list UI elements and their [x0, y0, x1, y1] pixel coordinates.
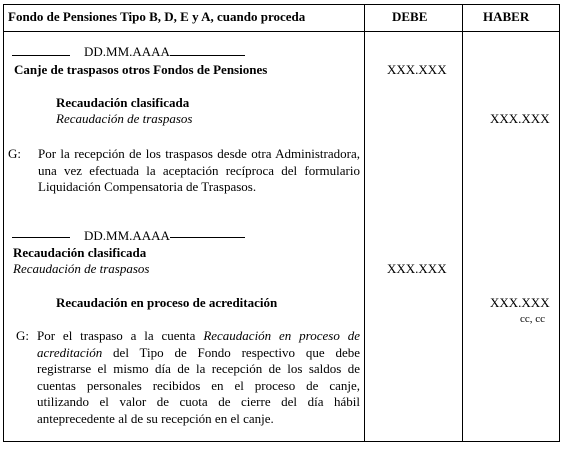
entry1-debit-account: Canje de traspasos otros Fondos de Pensiones — [14, 62, 268, 77]
header-debe: DEBE — [392, 9, 428, 24]
entry1-gloss: Por la recepción de los traspasos desde otra Administradora, una vez efectuada la aceptación recíproca del formulario Liquidación Compensatoria de Traspasos. — [38, 146, 360, 194]
header-divider — [3, 31, 560, 32]
entry1-gloss-label: G: — [8, 146, 21, 161]
date-rule-right — [170, 55, 245, 56]
entry2-debit-amount: XXX.XXX — [387, 261, 447, 276]
column-divider-debe — [364, 4, 365, 442]
entry2-credit-note: cc, cc — [520, 313, 546, 325]
column-divider-haber — [462, 4, 463, 442]
entry2-gloss — [37, 328, 360, 427]
entry2-gloss-text: Por el traspaso a la cuenta — [37, 328, 204, 343]
entry1-credit-amount: XXX.XXX — [490, 111, 550, 126]
entry1-credit-account: Recaudación clasificada — [56, 95, 190, 110]
entry2-gloss-account: Recaudación en proceso de acreditación — [37, 328, 360, 360]
header-haber: HABER — [483, 9, 530, 24]
entry2-date: DD.MM.AAAA — [84, 228, 170, 243]
entry2-credit-amount: XXX.XXX — [490, 295, 550, 310]
entry1-credit-subaccount: Recaudación de traspasos — [56, 111, 193, 126]
entry1-debit-amount: XXX.XXX — [387, 62, 447, 77]
entry2-gloss-text-cont: del Tipo de Fondo respectivo que debe registrarse el mismo día de la recepción de los saldos de cuentas personales recibidos en el proceso de canje, utilizando el valor de cuota de cierre del día hábil anteprecedente al de su recepción en el canje. — [37, 344, 360, 426]
entry2-gloss-label: G: — [16, 328, 29, 343]
header-description: Fondo de Pensiones Tipo B, D, E y A, cuando proceda — [8, 9, 306, 24]
date-rule-right — [170, 237, 245, 238]
entry2-debit-account: Recaudación clasificada — [13, 245, 147, 260]
entry2-credit-account: Recaudación en proceso de acreditación — [56, 295, 278, 310]
date-rule-left — [12, 237, 70, 238]
entry1-date: DD.MM.AAAA — [84, 44, 170, 59]
entry2-debit-subaccount: Recaudación de traspasos — [13, 261, 150, 276]
date-rule-left — [12, 55, 70, 56]
